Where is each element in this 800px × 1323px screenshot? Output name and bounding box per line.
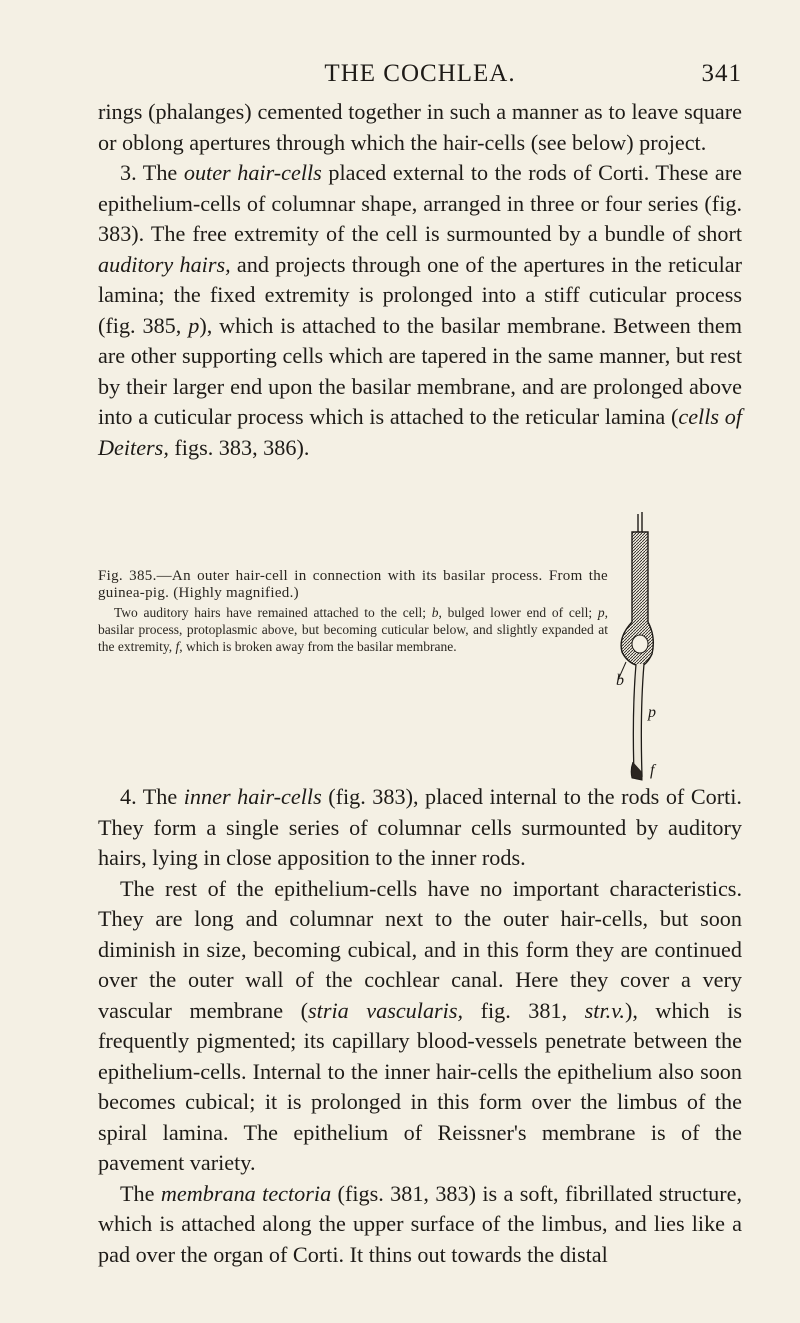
term-membrana-tectoria: membrana tectoria [160, 1180, 332, 1206]
paragraph-outer-hair-cells: 3. The outer hair-cells placed external to the rods of Corti. These are epithelium-cells of columnar shape, arranged in three or four series (fig. 383). The free extremity of the cell is surmounted by a bundle of short auditory hairs, and projects through one of the apertures in the reticular lamina; the fixed extremity is prolonged into a stiff cuticular process (fig. 385, p), which is attached to the basilar membrane. Between them are other supporting cells which are tapered in the same manner, but rest by their larger end upon the basilar membrane, and are prolonged above into a cuticular process which is attached to the reticular lamina (cells of Deiters, figs. 383, 386). [98, 160, 743, 460]
hair-cell-drawing [612, 512, 722, 782]
term-outer-hair-cells: outer hair-cells [183, 160, 322, 185]
figure-caption [98, 568, 608, 655]
caption-text: Two auditory hairs have remained attached to the cell; b, bulged lower end of cell; p, basilar process, protoplasmic above, but becoming cuticular below, and slightly expanded at the extremity, f, which is broken away from the basilar membrane. [98, 605, 608, 654]
page-number: 341 [701, 60, 742, 87]
text-block-upper [98, 97, 742, 463]
figure-label-p: p [648, 704, 656, 721]
ref-letter-p: p [188, 312, 200, 338]
nucleus [632, 635, 648, 653]
term-stria-vascularis: stria vascularis, [308, 997, 464, 1023]
ref-str-v: str.v. [584, 997, 625, 1023]
caption-title: Fig. 385.—An outer hair-cell in connection with its basilar process. From the guinea-pig. (Highly magnified.) [98, 568, 608, 601]
paragraph-inner-hair-cells: 4. The inner hair-cells (fig. 383), placed internal to the rods of Corti. They form a single series of columnar cells surmounted by auditory hairs, lying in close apposition to the inner rods. [98, 784, 742, 870]
paragraph-phalanges: rings (phalanges) cemented together in such a manner as to leave square or oblong apertures through which the hair-cells (see below) project. [98, 99, 742, 155]
figure-label-f: f [650, 762, 655, 779]
running-header [98, 60, 742, 90]
text-block-lower [98, 782, 742, 1270]
paragraph-epithelium: The rest of the epithelium-cells have no important characteristics. They are long and columnar next to the outer hair-cells, but soon diminish in size, becoming cubical, and in this form they are continued over the outer wall of the cochlear canal. Here they cover a very vascular membrane (stria vascularis, fig. 381, str.v.), which is frequently pigmented; its capillary blood-vessels penetrate between the epithelium-cells. Internal to the inner hair-cells the epithelium also soon becomes cubical; it is prolonged in this form over the limbus of the spiral lamina. The epithelium of Reissner's membrane is of the pavement variety. [98, 875, 742, 1175]
figure-label-b: b [616, 672, 624, 689]
basilar-process [633, 664, 644, 776]
term-auditory-hairs: auditory hairs, [98, 251, 231, 277]
paragraph-membrana-tectoria: The membrana tectoria (figs. 381, 383) is a soft, fibrillated structure, which is attached along the upper surface of the limbus, and lies like a pad over the organ of Corti. It thins out towards the distal [98, 1180, 743, 1267]
hair-cell-illustration [612, 512, 722, 782]
running-title: THE COCHLEA. [324, 60, 516, 87]
term-inner-hair-cells: inner hair-cells [183, 784, 322, 809]
term-cells-of-deiters: cells of Deiters, [98, 404, 742, 460]
